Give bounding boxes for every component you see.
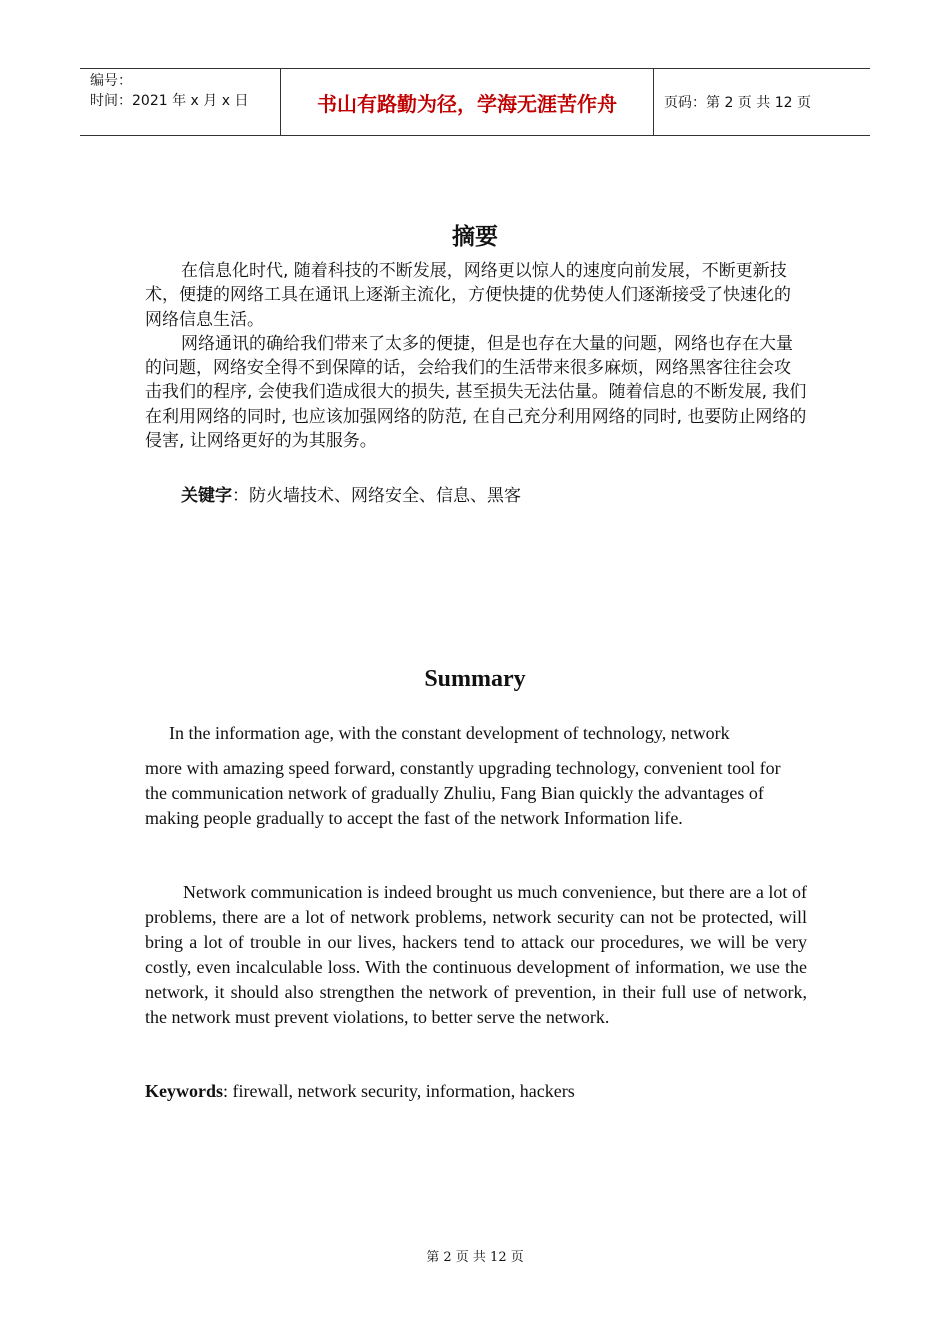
keywords-label-zh: 关键字 xyxy=(181,486,232,506)
header-motto: 书山有路勤为径，学海无涯苦作舟 xyxy=(281,69,654,135)
summary-paragraph-2-text: Network communication is indeed brought us much convenience, but there are a lot of problems, there are a lot of network problems, network security can not be protected, will bring a lot of trouble in our lives, hackers tend to attack our procedures, we will be very costly, even incalculable loss. With the continuous development of information, we use the network, it should also strengthen the network of prevention, in their full use of network, the network must prevent violations, to better serve the network. xyxy=(145,882,807,1027)
document-header xyxy=(80,68,870,136)
summary-first-line: In the information age, with the constant development of technology, network xyxy=(169,723,730,743)
abstract-keywords xyxy=(145,484,843,508)
header-page-info: 页码：第 2 页 共 12 页 xyxy=(664,95,811,111)
summary-paragraph-1-text: more with amazing speed forward, constantly upgrading technology, convenient tool for the communication network of gradually Zhuliu, Fang Bian quickly the advantages of making people gradually to accept the fast of the network Information life. xyxy=(145,758,781,828)
header-meta xyxy=(80,69,281,135)
number-label: 编号： xyxy=(90,73,132,89)
keywords-value-en: : firewall, network security, information, hackers xyxy=(223,1081,575,1101)
date-label: 时间：2021 年 x 月 x 日 xyxy=(90,93,249,109)
keywords-label-en: Keywords xyxy=(145,1081,223,1101)
keywords-value-zh: 防火墙技术、网络安全、信息、黑客 xyxy=(249,486,521,506)
abstract-paragraph-2: 网络通讯的确给我们带来了太多的便捷，但是也存在大量的问题，网络也存在大量的问题，网络安全得不到保障的话，会给我们的生活带来很多麻烦，网络黑客往往会攻击我们的程序, 会使我们造成很大的损失, 甚至损失无法估量。随着信息的不断发展, 我们在利用网络的同时, 也应该加强网络的防范, 在自己充分利用网络的同时, 也要防止网络的侵害, 让网络更好的为其服务。 xyxy=(145,333,807,452)
page-footer: 第 2 页 共 12 页 xyxy=(426,1250,524,1265)
abstract-body xyxy=(145,259,807,453)
summary-paragraph-1 xyxy=(145,756,807,831)
abstract-title: 摘要 xyxy=(452,224,498,250)
summary-title: Summary xyxy=(424,666,526,692)
summary-paragraph-2 xyxy=(145,880,807,1030)
keywords-separator-zh: ： xyxy=(232,486,249,506)
abstract-paragraph-1: 在信息化时代, 随着科技的不断发展，网络更以惊人的速度向前发展，不断更新技术，便捷的网络工具在通讯上逐渐主流化，方便快捷的优势使人们逐渐接受了快速化的网络信息生活。 xyxy=(145,261,791,330)
summary-keywords xyxy=(145,1079,807,1104)
